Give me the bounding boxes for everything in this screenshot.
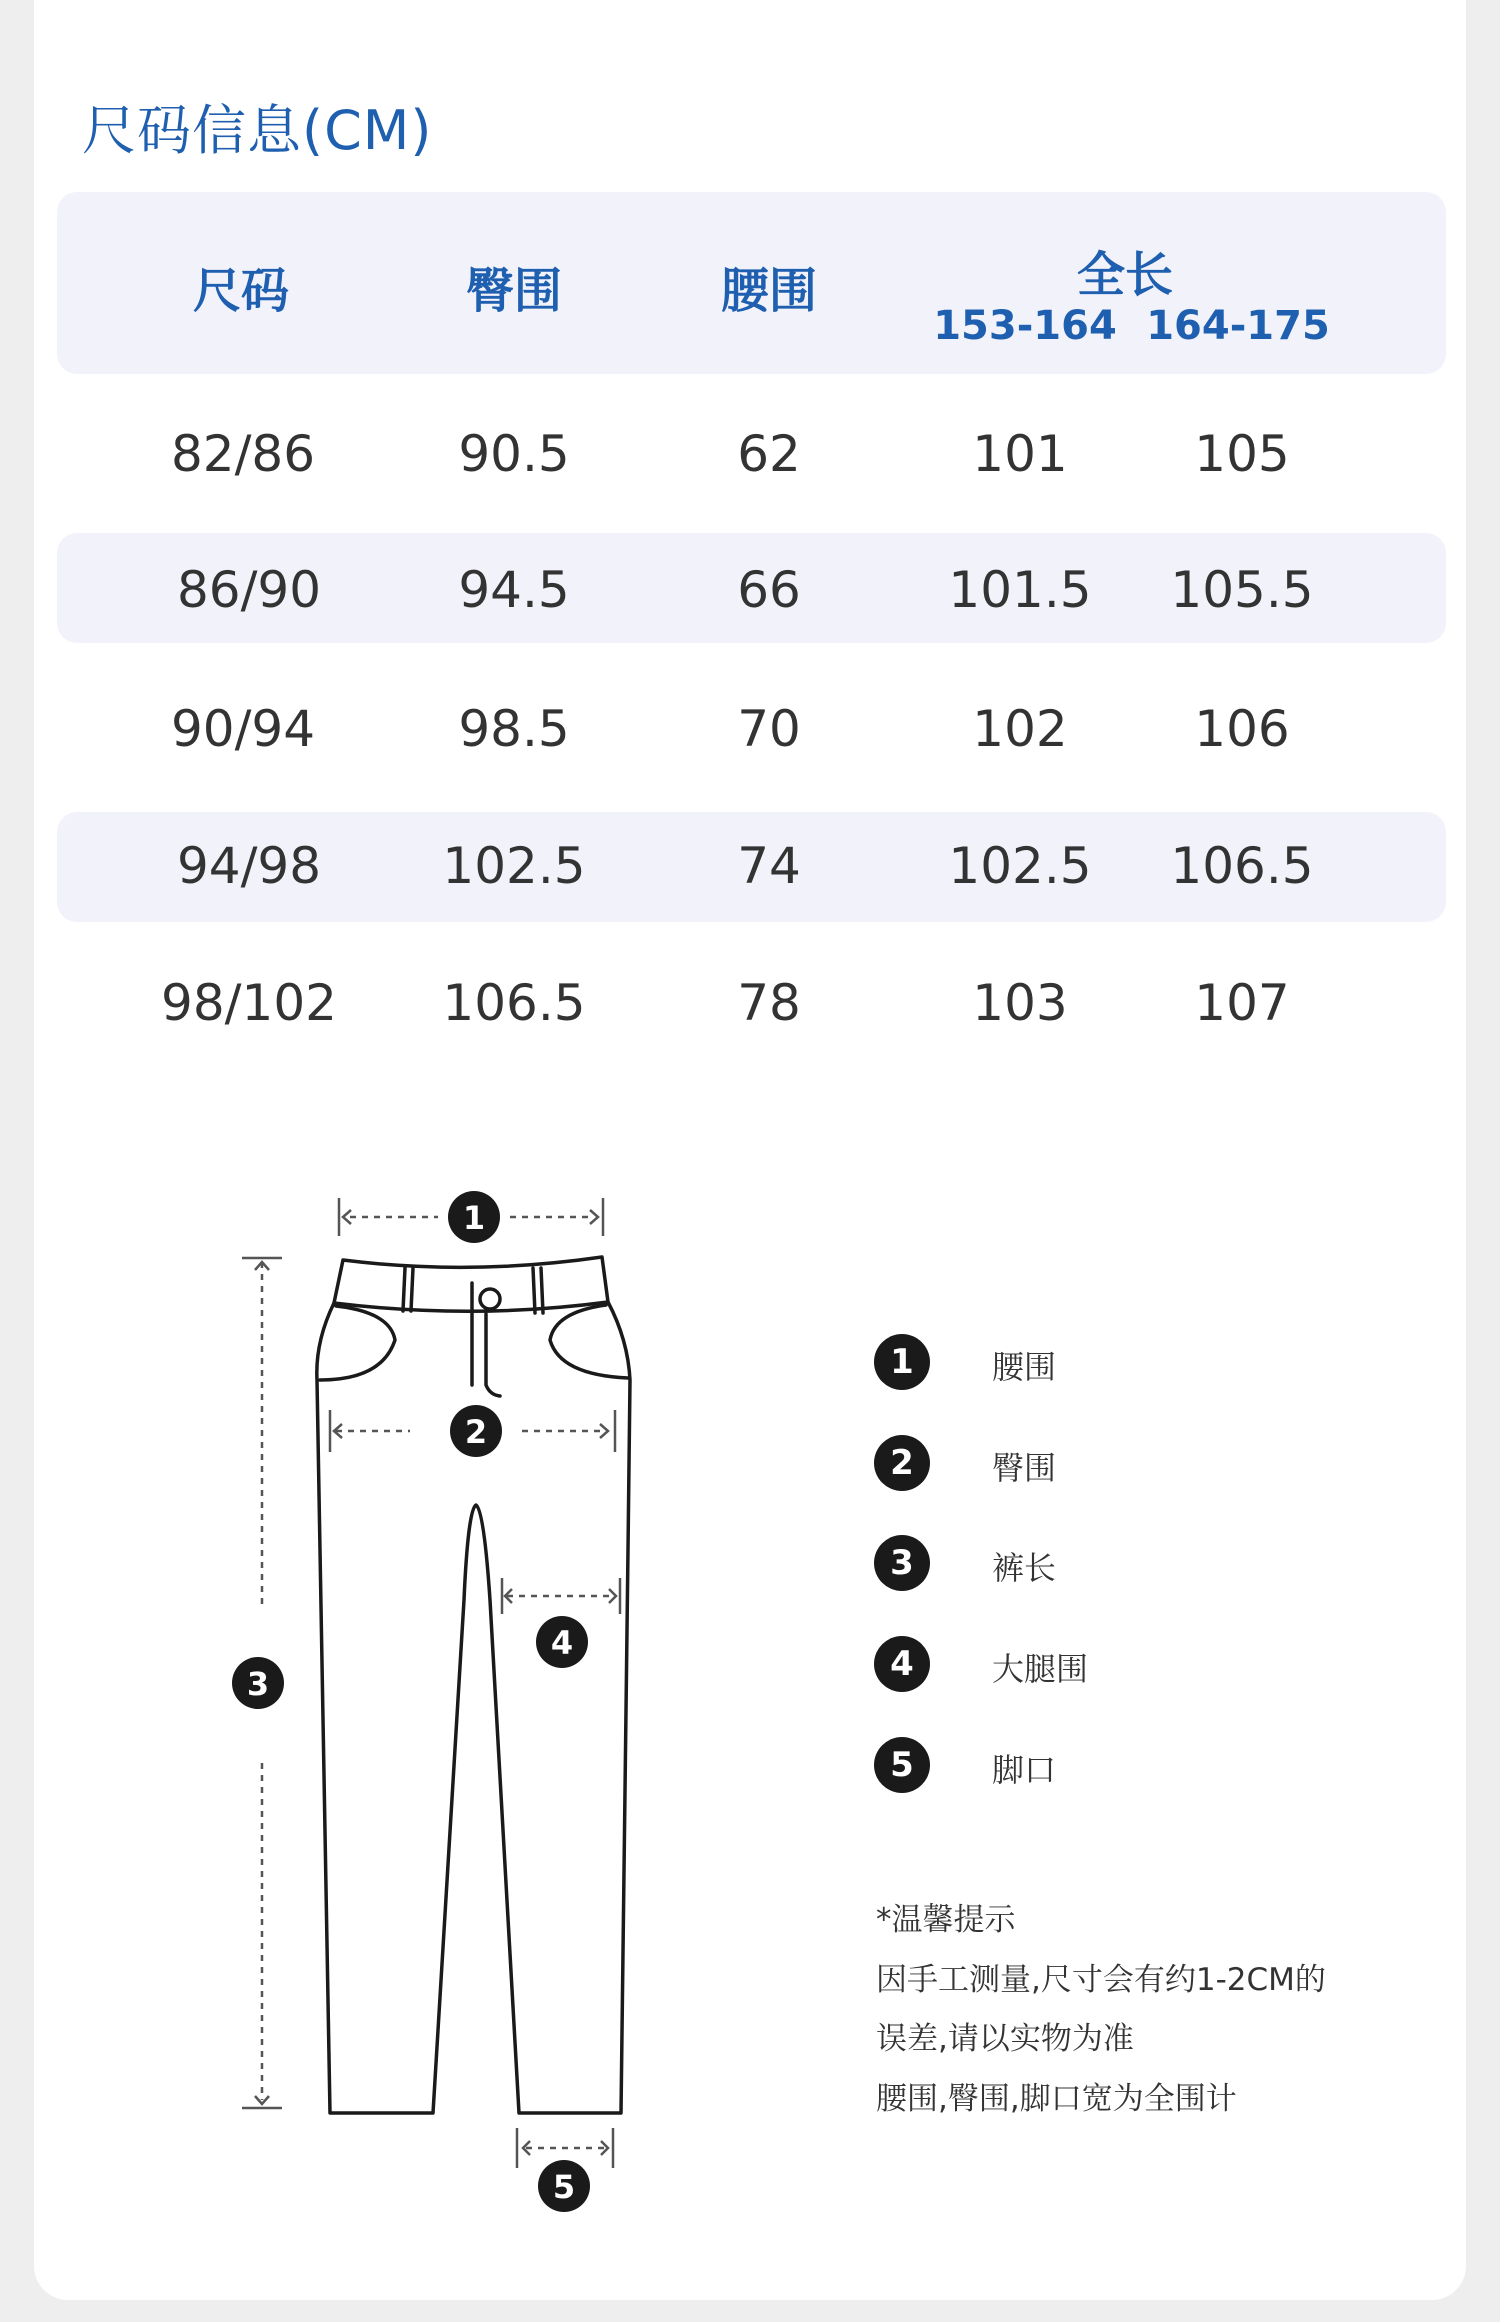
table-cell-length-b: 106 xyxy=(1194,700,1290,758)
legend-number: 5 xyxy=(874,1737,930,1793)
legend-number: 3 xyxy=(874,1535,930,1591)
table-cell-waist: 62 xyxy=(737,425,801,483)
table-cell-length-b: 106.5 xyxy=(1170,837,1314,895)
svg-text:3: 3 xyxy=(246,1665,270,1703)
table-cell-size: 82/86 xyxy=(170,425,316,483)
table-cell-waist: 78 xyxy=(737,974,801,1032)
legend-label: 大腿围 xyxy=(992,1650,1089,1688)
legend-number: 4 xyxy=(874,1636,930,1692)
header-hip: 臀围 xyxy=(465,263,563,319)
header-waist: 腰围 xyxy=(720,263,818,319)
legend-label: 裤长 xyxy=(992,1549,1057,1587)
page-title: 尺码信息(CM) xyxy=(82,99,433,162)
table-cell-hip: 106.5 xyxy=(442,974,586,1032)
marker-3 xyxy=(232,1657,284,1709)
table-cell-length-b: 107 xyxy=(1194,974,1290,1032)
table-cell-waist: 70 xyxy=(737,700,801,758)
table-cell-size: 98/102 xyxy=(161,974,337,1032)
table-cell-length-a: 101.5 xyxy=(948,561,1092,619)
table-cell-length-a: 101 xyxy=(972,425,1068,483)
table-cell-waist: 74 xyxy=(737,837,801,895)
fly xyxy=(472,1283,500,1396)
table-cell-length-b: 105 xyxy=(1194,425,1290,483)
table-cell-hip: 98.5 xyxy=(458,700,570,758)
marker-4 xyxy=(536,1616,588,1668)
marker-2 xyxy=(450,1405,502,1457)
marker-1 xyxy=(448,1191,500,1243)
table-cell-waist: 66 xyxy=(737,561,801,619)
svg-text:1: 1 xyxy=(462,1199,486,1237)
table-cell-hip: 90.5 xyxy=(458,425,570,483)
pocket-left xyxy=(320,1306,395,1380)
table-cell-length-a: 102 xyxy=(972,700,1068,758)
svg-text:5: 5 xyxy=(552,2168,576,2206)
belt-loop xyxy=(403,1268,413,1311)
table-cell-length-a: 103 xyxy=(972,974,1068,1032)
table-cell-size: 86/90 xyxy=(176,561,322,619)
table-cell-length-b: 105.5 xyxy=(1170,561,1314,619)
svg-text:4: 4 xyxy=(550,1624,574,1662)
note-line: 因手工测量,尺寸会有约1-2CM的 xyxy=(876,1962,1326,1998)
legend-label: 臀围 xyxy=(992,1449,1057,1487)
table-cell-hip: 102.5 xyxy=(442,837,586,895)
belt-loop xyxy=(533,1268,543,1313)
header-size: 尺码 xyxy=(192,263,290,319)
header-length: 全长 xyxy=(1076,247,1174,303)
button xyxy=(480,1289,500,1309)
table-cell-size: 90/94 xyxy=(170,700,316,758)
legend-number: 1 xyxy=(874,1334,930,1390)
header-length-range-1: 153-164 xyxy=(933,303,1117,349)
table-cell-size: 94/98 xyxy=(176,837,322,895)
legend-label: 脚口 xyxy=(992,1751,1057,1789)
legend-number: 2 xyxy=(874,1435,930,1491)
marker-5 xyxy=(538,2160,590,2212)
note-line: 腰围,臀围,脚口宽为全围计 xyxy=(876,2081,1237,2117)
svg-text:2: 2 xyxy=(464,1413,488,1451)
header-length-range-2: 164-175 xyxy=(1146,303,1330,349)
table-cell-hip: 94.5 xyxy=(458,561,570,619)
table-cell-length-a: 102.5 xyxy=(948,837,1092,895)
legend-label: 腰围 xyxy=(992,1348,1057,1386)
note-line: 误差,请以实物为准 xyxy=(876,2021,1134,2057)
note-heading: *温馨提示 xyxy=(876,1902,1016,1938)
